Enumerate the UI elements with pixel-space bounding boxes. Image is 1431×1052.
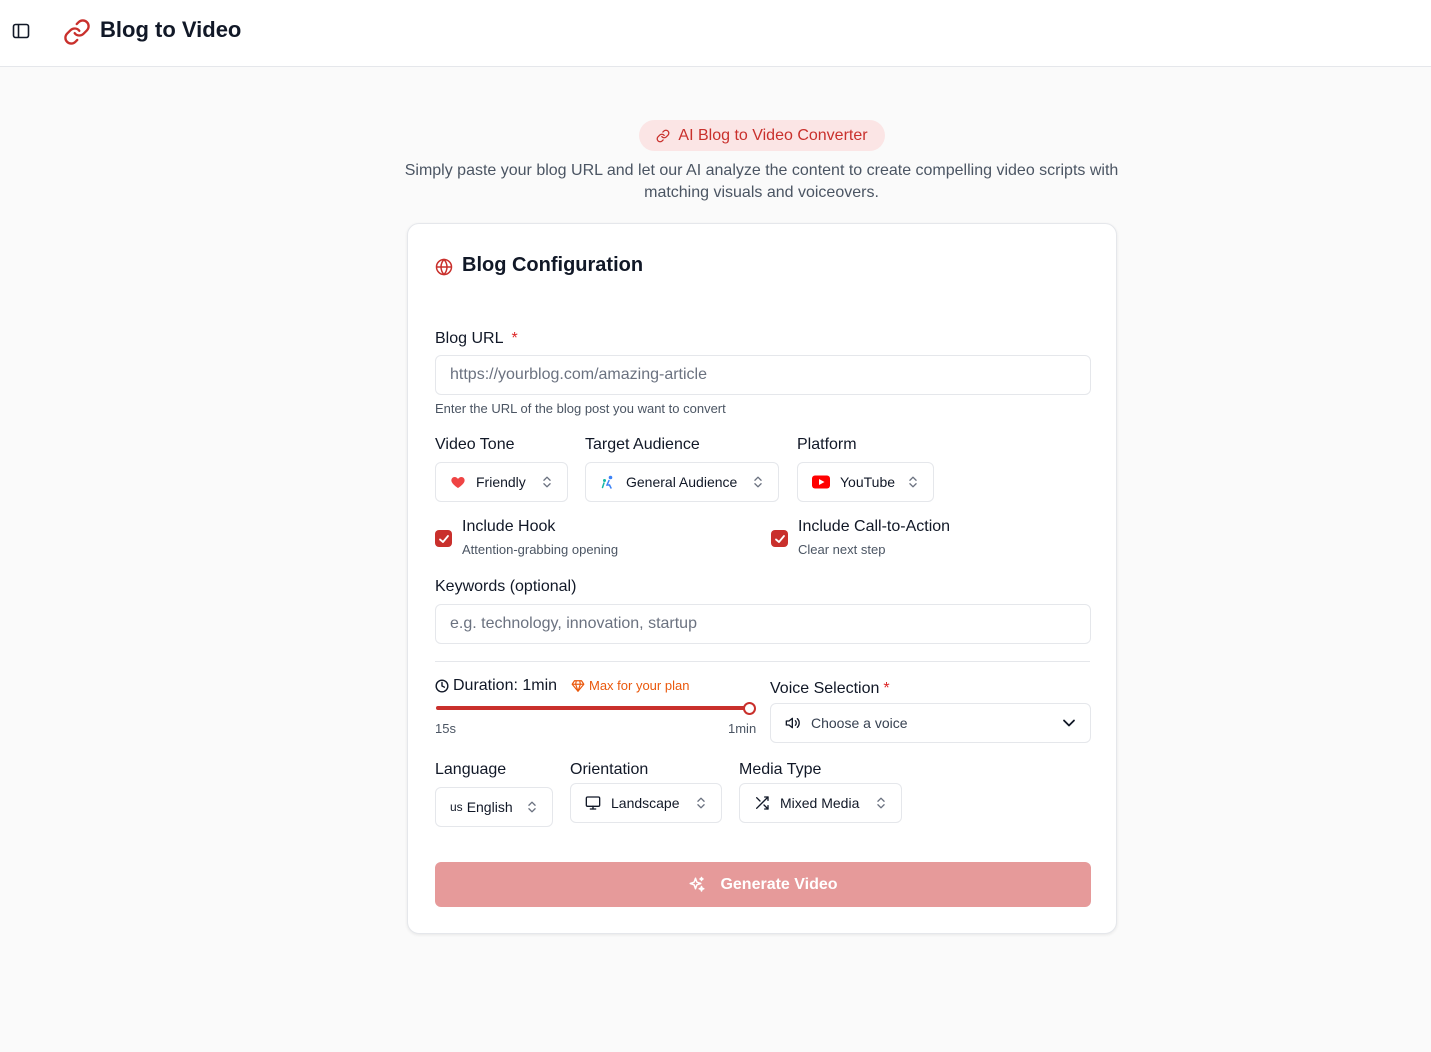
generate-video-label: Generate Video [720,875,838,893]
language-select[interactable] [435,787,553,827]
include-cta-title: Include Call-to-Action [798,518,951,535]
voice-placeholder: Choose a voice [811,715,908,731]
chevrons-up-down-icon [907,475,919,489]
globe-icon [435,258,453,276]
media-type-select[interactable] [739,783,902,823]
required-mark: * [511,330,518,347]
sparkles-icon [688,876,706,894]
clock-icon [435,679,449,693]
orientation-select[interactable] [570,783,722,823]
check-icon [774,533,786,545]
chevrons-up-down-icon [752,475,764,489]
link-icon [656,129,670,143]
hero-subtitle: Simply paste your blog URL and let our AI analyze the content to create compelling video scripts with matching visuals and voiceovers. [404,162,1119,201]
section-divider [435,661,1090,662]
voice-select[interactable] [770,703,1091,743]
shuffle-icon [754,795,770,811]
platform-value: YouTube [840,474,896,490]
chevrons-up-down-icon [526,800,538,814]
youtube-icon [812,475,830,489]
blog-url-label [435,330,518,348]
target-audience-label: Target Audience [585,436,700,453]
card-title: Blog Configuration [462,254,644,276]
language-value: English [466,799,513,815]
video-tone-select[interactable] [435,462,568,502]
media-type-value: Mixed Media [780,795,860,811]
keywords-input[interactable] [435,604,1091,644]
duration-slider-track[interactable] [436,706,750,710]
platform-label: Platform [797,436,857,453]
duration-slider-thumb[interactable] [743,702,756,715]
video-tone-label: Video Tone [435,436,515,453]
language-label: Language [435,761,507,778]
target-audience-value: General Audience [626,474,738,490]
voice-selection-label [770,680,890,698]
duration-label: Duration: 1min [453,677,558,694]
badge-label: AI Blog to Video Converter [678,126,868,144]
check-icon [438,533,450,545]
blog-url-label-text: Blog URL [435,330,504,347]
chevrons-up-down-icon [541,475,553,489]
include-cta-subtitle: Clear next step [798,542,886,557]
blog-url-helper: Enter the URL of the blog post you want to convert [435,401,726,416]
generate-video-button[interactable] [435,862,1091,907]
media-type-label: Media Type [739,761,822,778]
duration-max-label: 1min [728,721,757,736]
chevron-down-icon [1062,718,1076,728]
us-flag-icon: us [450,800,463,814]
include-hook-subtitle: Attention-grabbing opening [462,542,619,557]
duration-min-label: 15s [435,721,456,736]
blog-configuration-card [407,223,1117,934]
gem-icon [571,679,585,693]
orientation-label: Orientation [570,761,649,778]
sidebar-toggle-icon[interactable] [12,22,30,40]
include-cta-checkbox[interactable] [771,530,788,547]
monitor-icon [585,795,601,811]
required-mark: * [883,680,890,697]
converter-badge [639,120,885,151]
target-audience-select[interactable] [585,462,779,502]
video-tone-value: Friendly [476,474,526,490]
blog-url-input[interactable] [435,355,1091,395]
heart-icon [450,474,466,490]
platform-select[interactable] [797,462,934,502]
voice-selection-label-text: Voice Selection [770,680,880,697]
top-bar [0,0,1431,67]
volume-icon [785,715,801,731]
keywords-label: Keywords (optional) [435,578,577,595]
app-title: Blog to Video [100,17,242,42]
max-plan-note: Max for your plan [589,678,690,693]
link-icon [63,18,91,46]
orientation-value: Landscape [611,795,680,811]
include-hook-title: Include Hook [462,518,556,535]
people-icon [600,474,616,490]
chevrons-up-down-icon [695,796,707,810]
chevrons-up-down-icon [875,796,887,810]
include-hook-checkbox[interactable] [435,530,452,547]
